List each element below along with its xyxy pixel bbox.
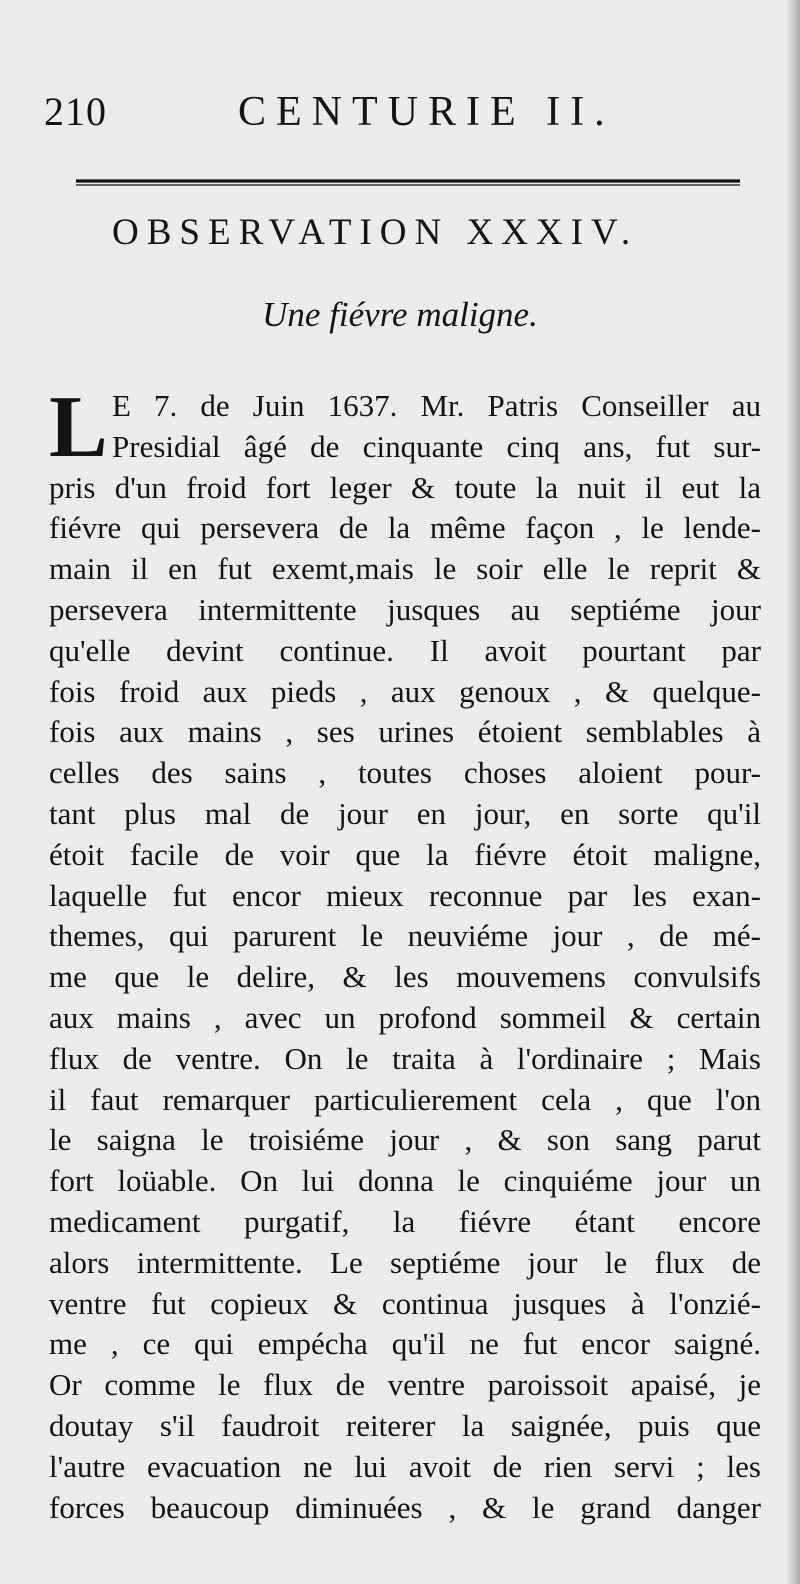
text-line: qu'elle devint continue. Il avoit pourtant par [49, 632, 761, 668]
text-line: me , ce qui empécha qu'il ne fut encor saigné. [49, 1326, 761, 1362]
text-line: fois aux mains , ses urines étoient semblables à [49, 714, 761, 750]
text-line: me que le delire, & les mouvemens convulsifs [49, 959, 761, 995]
text-line: fois froid aux pieds , aux genoux , & quelque- [49, 673, 761, 709]
text-line: E 7. de Juin 1637. Mr. Patris Conseiller au [112, 388, 761, 423]
text-line: fort loüable. On lui donna le cinquiéme jour un [49, 1163, 761, 1199]
double-rule-icon [76, 177, 740, 189]
drop-cap: L [49, 379, 108, 476]
running-title: CENTURIE II. [238, 89, 615, 135]
observation-subtitle: Une fiévre maligne. [262, 295, 538, 334]
text-line: Or comme le flux de ventre paroissoit apaisé, je [49, 1367, 761, 1403]
text-line: Presidial âgé de cinquante cinq ans, fut sur- [112, 428, 761, 464]
text-line: doutay s'il faudroit reiterer la saignée, puis que [49, 1407, 761, 1443]
text-line: le saigna le troisiéme jour , & son sang parut [49, 1122, 761, 1158]
body-text [49, 379, 761, 1528]
text-line: aux mains , avec un profond sommeil & certain [49, 999, 761, 1035]
page-edge-shadow [786, 0, 800, 1584]
text-line: forces beaucoup diminuées , & le grand danger [49, 1489, 761, 1525]
text-line: alors intermittente. Le septiéme jour le flux de [49, 1244, 761, 1280]
ornamental-rule [76, 177, 740, 189]
text-line: main il en fut exemt,mais le soir elle le reprit & [49, 551, 761, 587]
text-line: flux de ventre. On le traita à l'ordinaire ; Mais [49, 1040, 761, 1076]
text-line: tant plus mal de jour en jour, en sorte qu'il [49, 795, 761, 831]
text-line: ventre fut copieux & continua jusques à l'onzié- [49, 1285, 761, 1321]
text-line: fiévre qui persevera de la même façon , le lende- [49, 510, 761, 546]
text-line: l'autre evacuation ne lui avoit de rien servi ; les [49, 1448, 761, 1484]
text-line: celles des sains , toutes choses aloient pour- [49, 755, 761, 791]
text-line: étoit facile de voir que la fiévre étoit maligne, [49, 836, 761, 872]
observation-heading: OBSERVATION XXXIV. [112, 212, 639, 253]
running-head [44, 88, 684, 136]
page-number: 210 [44, 89, 107, 134]
text-line: il faut remarquer particulierement cela , que l'on [49, 1081, 761, 1117]
text-line: laquelle fut encor mieux reconnue par les exan- [49, 877, 761, 913]
text-line: pris d'un froid fort leger & toute la nuit il eut la [49, 469, 761, 505]
text-line: persevera intermittente jusques au septiéme jour [49, 591, 761, 627]
text-line: medicament purgatif, la fiévre étant encore [49, 1203, 761, 1239]
text-line: themes, qui parurent le neuviéme jour , de mé- [49, 918, 761, 954]
